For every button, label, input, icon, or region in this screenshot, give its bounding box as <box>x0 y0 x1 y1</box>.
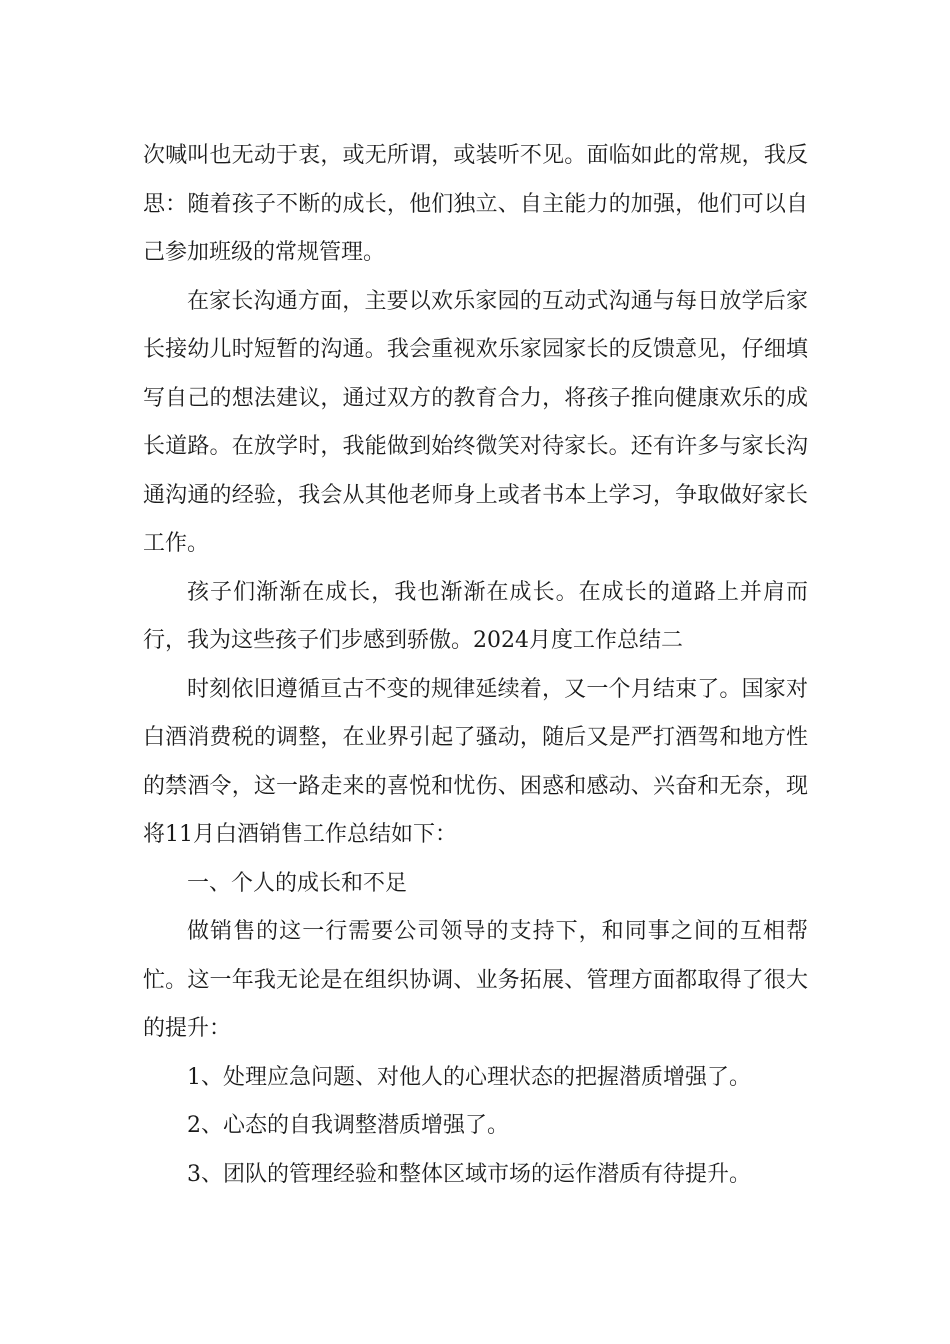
list-item-1: 1、处理应急问题、对他人的心理状态的把握潜质增强了。 <box>187 1064 751 1090</box>
list-item-2: 2、心态的自我调整潜质增强了。 <box>187 1113 509 1138</box>
paragraph-4: 时刻依旧遵循亘古不变的规律延续着，又一个月结束了。国家对白酒消费税的调整，在业界引起了骚动，随后又是严打酒驾和地方性的禁酒令，这一路走来的喜悦和忧伤、困惑和感动、兴奋和无奈，现将11月白酒销售工作总结如下： <box>143 676 808 847</box>
section-heading-1: 一、个人的成长和不足 <box>187 870 408 896</box>
paragraph-1: 次喊叫也无动于衷，或无所谓，或装听不见。面临如此的常规，我反思：随着孩子不断的成长，他们独立、自主能力的加强，他们可以自己参加班级的常规管理。 <box>143 143 808 265</box>
paragraph-5: 做销售的这一行需要公司领导的支持下，和同事之间的互相帮忙。这一年我无论是在组织协调、业务拓展、管理方面都取得了很大的提升： <box>143 919 808 1041</box>
paragraph-3: 孩子们渐渐在成长，我也渐渐在成长。在成长的道路上并肩而行，我为这些孩子们步感到骄傲。2024月度工作总结二 <box>143 579 808 653</box>
list-item-3: 3、团队的管理经验和整体区域市场的运作潜质有待提升。 <box>187 1161 751 1187</box>
document-body <box>143 132 808 1199</box>
paragraph-2: 在家长沟通方面，主要以欢乐家园的互动式沟通与每日放学后家长接幼儿时短暂的沟通。我会重视欢乐家园家长的反馈意见，仔细填写自己的想法建议，通过双方的教育合力，将孩子推向健康欢乐的成长道路。在放学时，我能做到始终微笑对待家长。还有许多与家长沟通沟通的经验，我会从其他老师身上或者书本上学习，争取做好家长工作。 <box>143 288 808 556</box>
